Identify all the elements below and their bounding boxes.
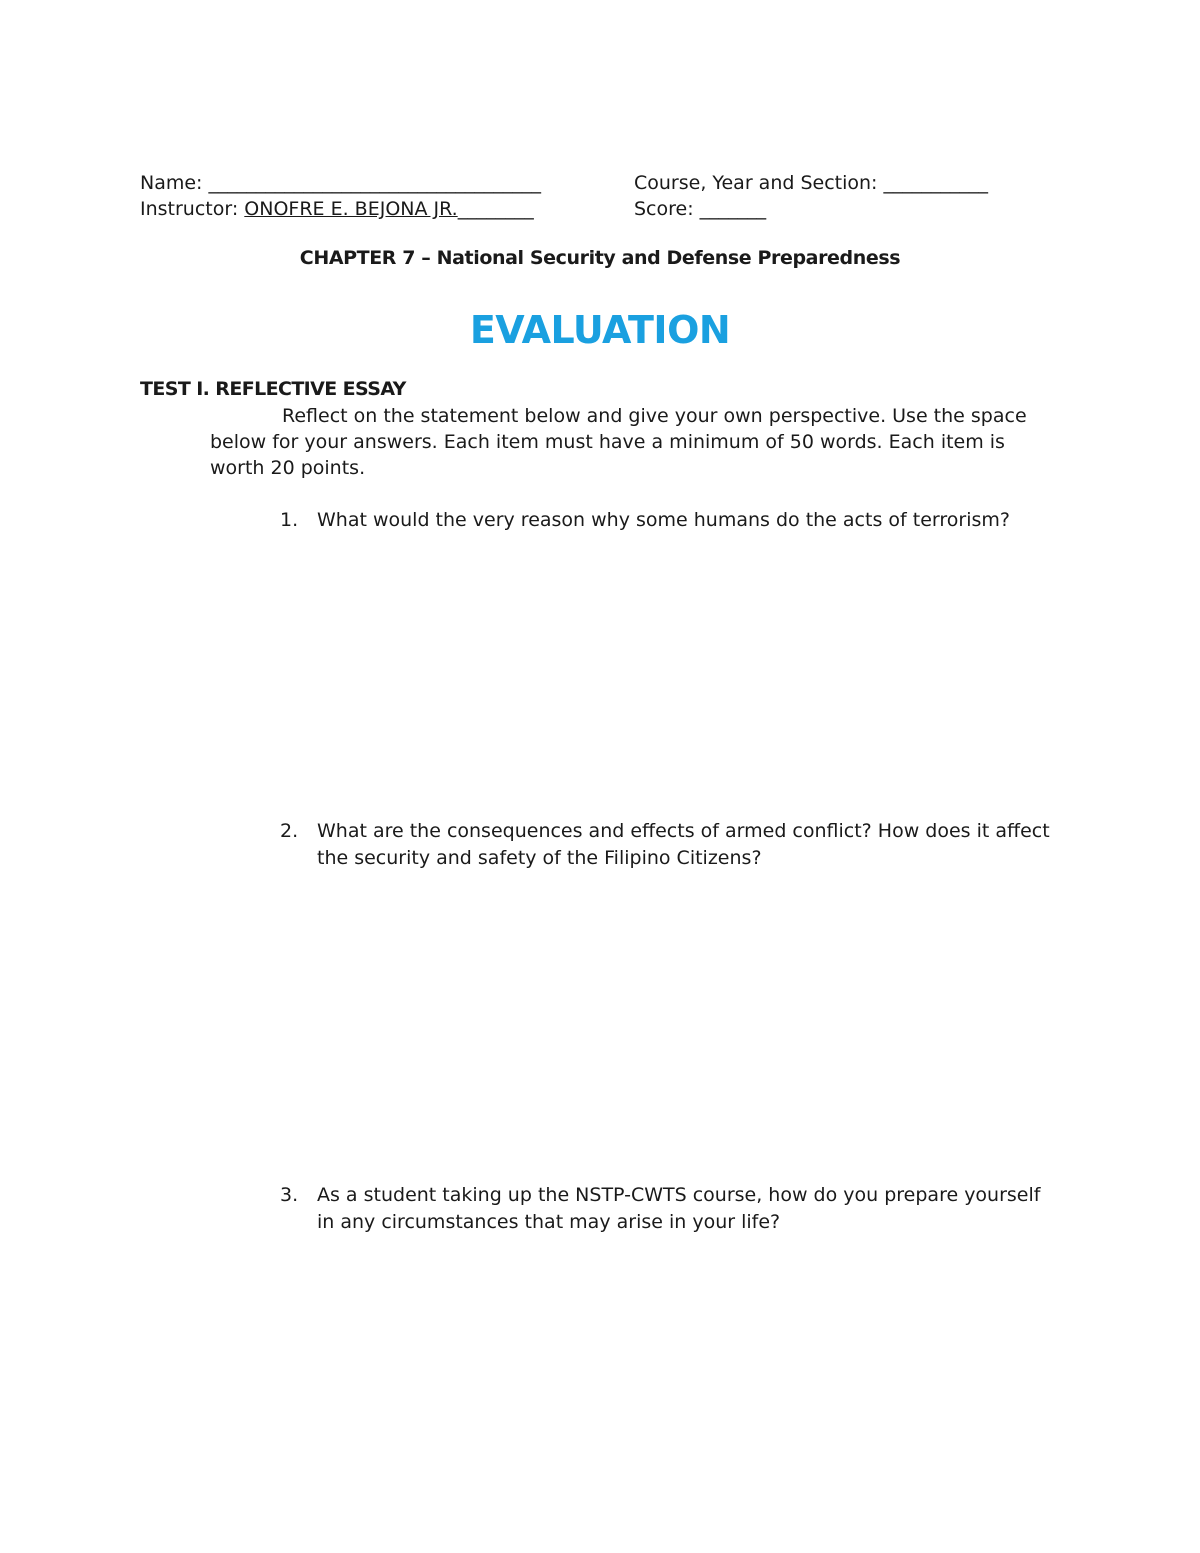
question-1 <box>280 507 1060 534</box>
question-number: 1. <box>280 509 299 531</box>
name-blank: ___________________________________ <box>208 172 542 194</box>
question-text: What would the very reason why some humans do the acts of terrorism? <box>317 509 1010 531</box>
chapter-title: CHAPTER 7 – National Security and Defense Preparedness <box>299 247 901 269</box>
instructor-blank: ________ <box>457 198 534 220</box>
name-label: Name: <box>140 172 203 194</box>
score-line <box>634 196 766 222</box>
score-label: Score: <box>634 198 694 220</box>
question-text: What are the consequences and effects of armed conflict? How does it affect the security and safety of the Filipino Citizens? <box>317 820 1050 869</box>
instructor-label: Instructor: <box>140 198 239 220</box>
instructor-line <box>140 196 534 222</box>
name-line <box>140 170 541 196</box>
course-label: Course, Year and Section: <box>634 172 878 194</box>
test-instructions: Reflect on the statement below and give your own perspective. Use the space below for your answers. Each item must have a minimum of 50 words. Each item is worth 20 points. <box>210 405 1027 479</box>
course-line <box>634 170 988 196</box>
instructor-name: ONOFRE E. BEJONA JR. <box>244 198 458 220</box>
evaluation-heading: EVALUATION <box>469 308 731 352</box>
question-text: As a student taking up the NSTP-CWTS course, how do you prepare yourself in any circumstances that may arise in your life? <box>317 1184 1041 1233</box>
test-title: TEST I. REFLECTIVE ESSAY <box>140 378 406 400</box>
score-blank: _______ <box>699 198 767 220</box>
question-2 <box>280 818 1060 872</box>
question-3 <box>280 1182 1060 1236</box>
question-number: 2. <box>280 820 299 842</box>
question-number: 3. <box>280 1184 299 1206</box>
course-blank: ___________ <box>883 172 989 194</box>
